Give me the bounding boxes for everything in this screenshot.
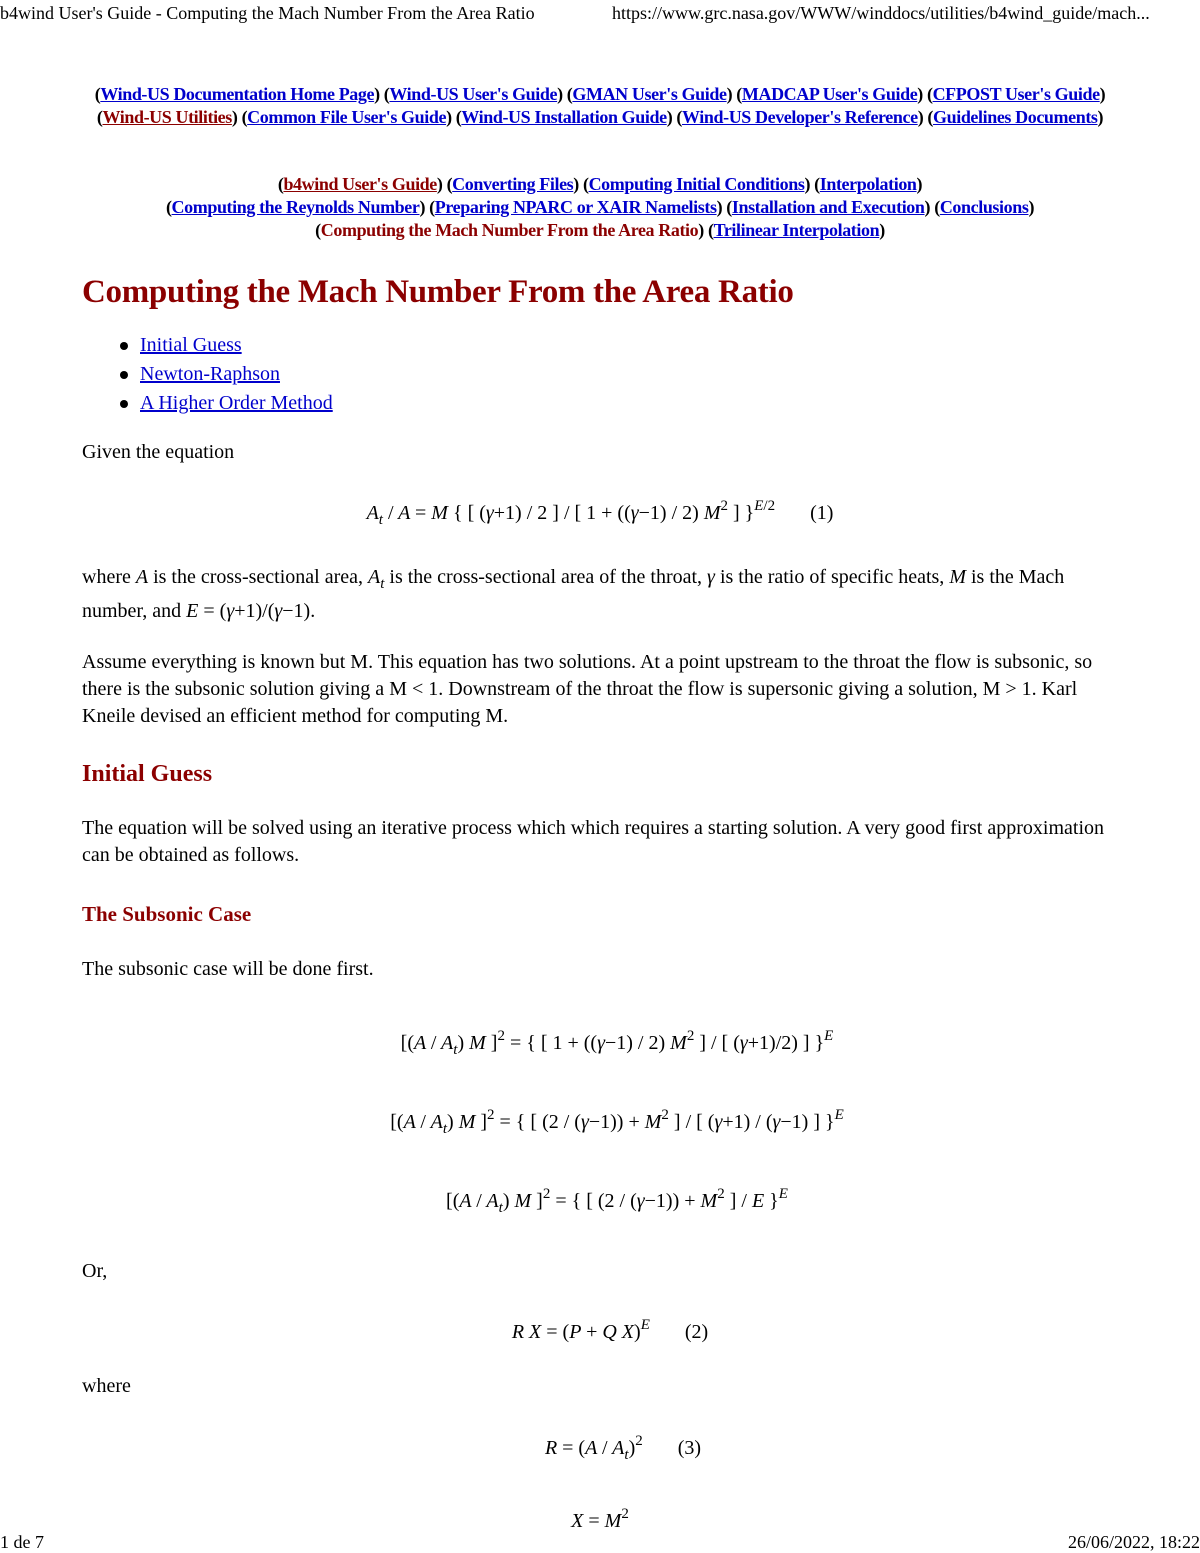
section-heading-subsonic-case: The Subsonic Case (82, 902, 252, 926)
nav-link-wind-us-installation-guide[interactable]: Wind-US Installation Guide (461, 107, 667, 127)
nav-link-cfpost-users-guide[interactable]: CFPOST User's Guide (932, 84, 1100, 104)
nav-link-trilinear-interpolation[interactable]: Trilinear Interpolation (713, 220, 880, 240)
table-of-contents (82, 331, 1118, 418)
initial-guess-paragraph: The equation will be solved using an iterative process which which requires a starting solution. A very good first approximation can be obtained as follows. (82, 817, 1105, 866)
toc-item (140, 331, 1118, 360)
toc-link-newton-raphson[interactable]: Newton-Raphson (140, 363, 280, 385)
subsonic-equation-b: [$(A / A_t)$ M ]$^2$ = { [ $(2 / (\gamma-1)) + M^2$ ] / [ (γ+1) / (γ−1) ] }$^E$ (390, 1107, 844, 1137)
intro-text: Given the equation (82, 441, 235, 463)
equation-2: R X = (P + Q X)$^E$ (2) (511, 1317, 709, 1343)
nav-link-madcap-users-guide[interactable]: MADCAP User's Guide (741, 84, 918, 104)
subsonic-equation-a: [$(A / A_t)$ M ]$^2$ = { [ 1 + ((γ−1) / 2) $M^2$ ] / [ (γ+1)/2) ] }$^E$ (400, 1028, 834, 1058)
nav-link-computing-reynolds-number[interactable]: Computing the Reynolds Number (171, 197, 420, 217)
b4wind-nav: (b4wind User's Guide) (Converting Files) (Computing Initial Conditions) (Interpolation) (Computing the Reynolds Number) (Preparing NPARC or XAIR Namelists) (Installation and Execution) (Conclusions) (Computing the Mach Number From the Area Ratio) (Trilinear Interpolation) (165, 174, 1035, 240)
toc-link-higher-order-method[interactable]: A Higher Order Method (140, 392, 333, 414)
documentation-nav: (Wind-US Documentation Home Page) (Wind-US User's Guide) (GMAN User's Guide) (MADCAP User's Guide) (CFPOST User's Guide) (Wind-US Utilities) (Common File User's Guide) (Wind-US Installation Guide) (Wind-US Developer's Reference) (Guidelines Documents) (94, 84, 1106, 127)
toc-item (140, 389, 1118, 418)
definitions-paragraph: where A is the cross-sectional area, $A_t$ is the cross-sectional area of the throat, γ is the ratio of specific heats, M is the Mach number, and E = (γ+1)/(γ−1). (82, 566, 1065, 622)
nav-link-interpolation[interactable]: Interpolation (819, 174, 917, 194)
equation-1-number: (1) (810, 502, 834, 524)
subsonic-paragraph: The subsonic case will be done first. (82, 958, 374, 980)
nav-link-guidelines-documents[interactable]: Guidelines Documents (933, 107, 1098, 127)
main-content (82, 270, 1118, 1535)
print-footer-datetime: 26/06/2022, 18:22 (1067, 1532, 1200, 1552)
print-footer (0, 1531, 1200, 1553)
nav-link-b4wind-users-guide[interactable]: b4wind User's Guide (283, 174, 437, 194)
or-text: Or, (82, 1260, 108, 1282)
nav-link-preparing-nparc-xair-namelists[interactable]: Preparing NPARC or XAIR Namelists (434, 197, 717, 217)
nav-link-installation-and-execution[interactable]: Installation and Execution (731, 197, 925, 217)
nav-link-conclusions[interactable]: Conclusions (939, 197, 1029, 217)
print-header-url: https://www.grc.nasa.gov/WWW/winddocs/utilities/b4wind_guide/mach... (612, 3, 1150, 23)
print-footer-page: 1 de 7 (0, 1532, 44, 1552)
assume-paragraph: Assume everything is known but M. This equation has two solutions. At a point upstream to the throat the flow is subsonic, so there is the subsonic solution giving a M < 1. Downstream of the throat the flow is supersonic giving a solution, M > 1. Karl Kneile devised an efficient method for computing M. (82, 651, 1093, 727)
print-header (0, 2, 1200, 26)
nav-link-gman-users-guide[interactable]: GMAN User's Guide (572, 84, 727, 104)
section-heading-initial-guess: Initial Guess (82, 761, 213, 787)
nav-link-wind-us-developers-reference[interactable]: Wind-US Developer's Reference (682, 107, 918, 127)
equation-x-definition: $X = M^2$ (571, 1506, 629, 1532)
where-text: where (82, 1375, 131, 1397)
nav-link-wind-us-users-guide[interactable]: Wind-US User's Guide (389, 84, 558, 104)
toc-link-initial-guess[interactable]: Initial Guess (140, 334, 242, 356)
page-title: Computing the Mach Number From the Area Ratio (82, 274, 794, 310)
nav-link-wind-us-utilities[interactable]: Wind-US Utilities (102, 107, 232, 127)
equation-2-number: (2) (684, 1321, 709, 1343)
nav-current-page: Computing the Mach Number From the Area Ratio (320, 220, 699, 240)
nav-link-computing-initial-conditions[interactable]: Computing Initial Conditions (588, 174, 805, 194)
nav-link-converting-files[interactable]: Converting Files (452, 174, 574, 194)
equation-3-number: (3) (677, 1437, 702, 1459)
toc-item (140, 360, 1118, 389)
equation-3: $R = (A / A_t)^2$ (3) (544, 1433, 702, 1463)
nav-link-wind-us-doc-home[interactable]: Wind-US Documentation Home Page (100, 84, 375, 104)
print-header-title: b4wind User's Guide - Computing the Mach Number From the Area Ratio (0, 3, 535, 23)
equation-1: $A_t / A = M$ { [ (γ+1) / 2 ] / [ 1 + ((γ−1) / 2) $M^2$ ] }$^{E/2}$ (1) (366, 498, 834, 528)
subsonic-equation-c: [$(A / A_t)$ M ]$^2$ = { [ $(2 / (\gamma-1)) + M^2$ ] / E }$^E$ (446, 1186, 788, 1216)
nav-link-common-file-users-guide[interactable]: Common File User's Guide (247, 107, 447, 127)
